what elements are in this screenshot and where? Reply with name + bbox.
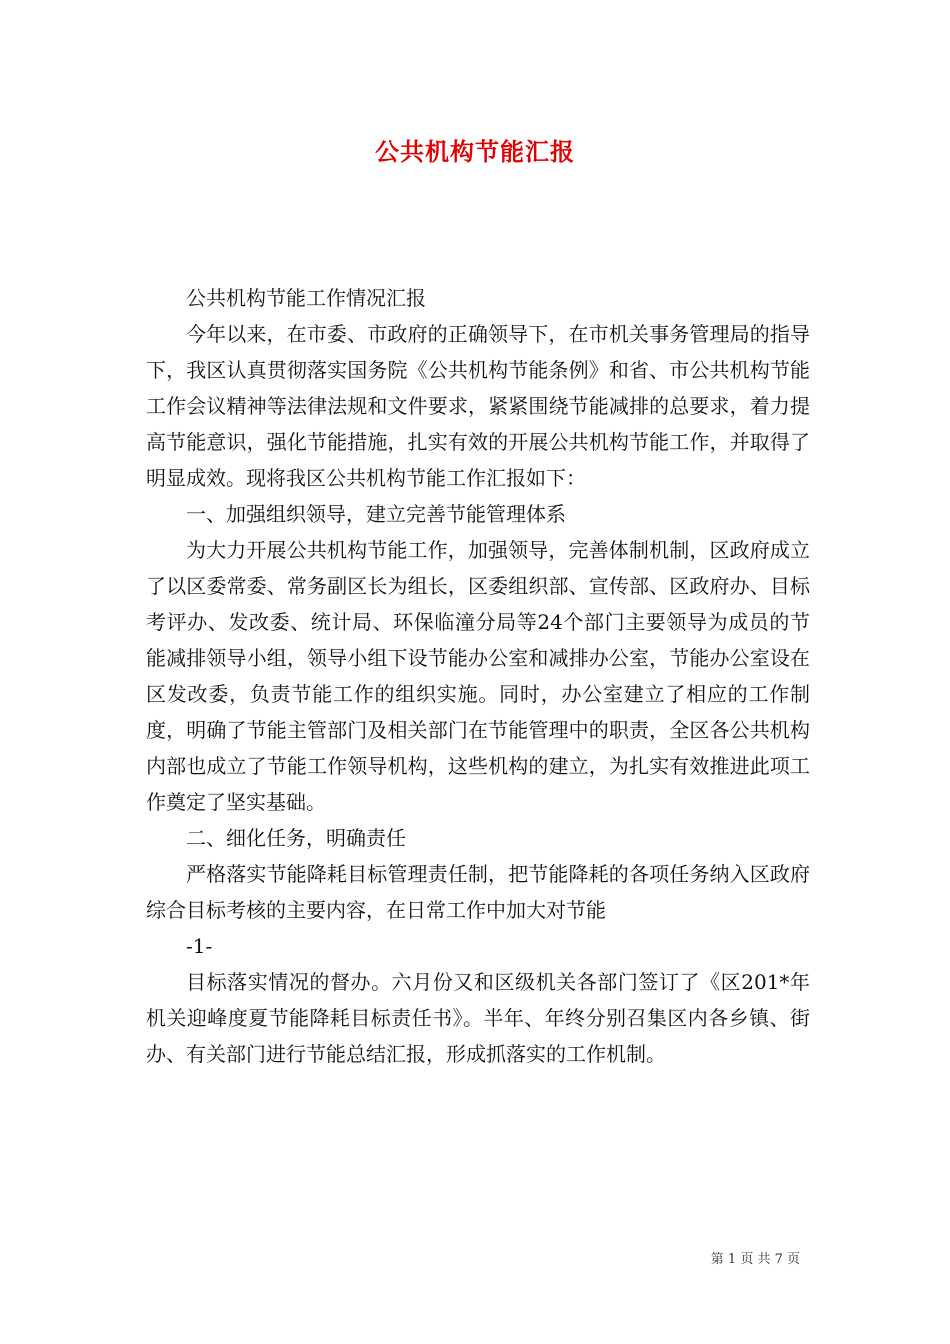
inline-page-number: -1- bbox=[186, 934, 213, 958]
document-body bbox=[146, 280, 810, 1072]
section-heading-2: 二、细化任务，明确责任 bbox=[186, 826, 406, 850]
intro-paragraph: 今年以来，在市委、市政府的正确领导下，在市机关事务管理局的指导下，我区认真贯彻落实国务院《公共机构节能条例》和省、市公共机构节能工作会议精神等法律法规和文件要求，紧紧围绕节能减排的总要求，着力提高节能意识，强化节能措施，扎实有效的开展公共机构节能工作，并取得了明显成效。现将我区公共机构节能工作汇报如下： bbox=[146, 322, 810, 490]
document-title: 公共机构节能汇报 bbox=[375, 137, 575, 166]
section-2-paragraph: 严格落实节能降耗目标管理责任制，把节能降耗的各项任务纳入区政府综合目标考核的主要内容，在日常工作中加大对节能 bbox=[146, 862, 810, 922]
continued-paragraph: 目标落实情况的督办。六月份又和区级机关各部门签订了《区201*年机关迎峰度夏节能降耗目标责任书》。半年、年终分别召集区内各乡镇、街办、有关部门进行节能总结汇报，形成抓落实的工作机制。 bbox=[146, 970, 810, 1066]
section-heading-1: 一、加强组织领导，建立完善节能管理体系 bbox=[186, 502, 566, 526]
section-heading-report: 公共机构节能工作情况汇报 bbox=[186, 286, 426, 310]
section-1-paragraph: 为大力开展公共机构节能工作，加强领导，完善体制机制，区政府成立了以区委常委、常务副区长为组长，区委组织部、宣传部、区政府办、目标考评办、发改委、统计局、环保临潼分局等24个部门主要领导为成员的节能减排领导小组，领导小组下设节能办公室和减排办公室，节能办公室设在区发改委，负责节能工作的组织实施。同时，办公室建立了相应的工作制度，明确了节能主管部门及相关部门在节能管理中的职责，全区各公共机构内部也成立了节能工作领导机构，这些机构的建立，为扎实有效推进此项工作奠定了坚实基础。 bbox=[146, 538, 810, 814]
page-footer: 第 1 页 共 7 页 bbox=[710, 1252, 800, 1267]
